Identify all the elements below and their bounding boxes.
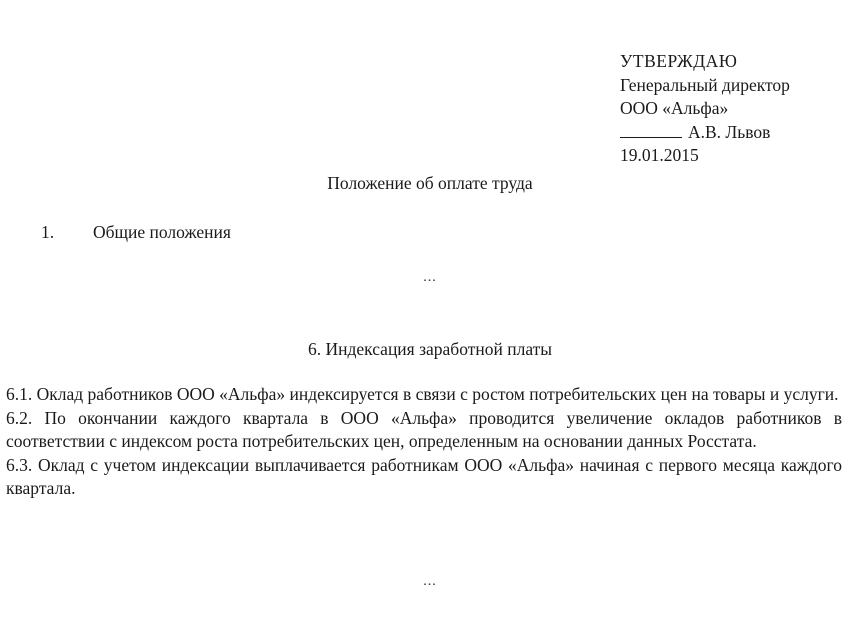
approval-signatory: А.В. Львов xyxy=(688,121,771,142)
approval-block xyxy=(620,50,790,168)
section-1-heading xyxy=(41,222,231,243)
paragraph-6-2: 6.2. По окончании каждого квартала в ООО «Альфа» проводится увеличение окладов работников в соответствии с индексом роста потребительских цен, определенным на основании данных Росстата. xyxy=(6,407,842,451)
omission-marker: ... xyxy=(423,270,437,285)
approval-date: 19.01.2015 xyxy=(620,145,699,165)
omission-marker: ... xyxy=(423,574,437,589)
document-title: Положение об оплате труда xyxy=(327,173,533,193)
section-6-body xyxy=(6,383,842,501)
paragraph-6-1: 6.1. Оклад работников ООО «Альфа» индексируется в связи с ростом потребительских цен на товары и услуги. xyxy=(6,384,839,404)
paragraph-6-3: 6.3. Оклад с учетом индексации выплачивается работникам ООО «Альфа» начиная с первого месяца каждого квартала. xyxy=(6,454,842,498)
approval-position: Генеральный директор xyxy=(620,74,790,95)
section-1-number: 1. xyxy=(41,222,55,242)
approval-heading: УТВЕРЖДАЮ xyxy=(620,51,738,71)
approval-company: ООО «Альфа» xyxy=(620,98,729,118)
section-1-title: Общие положения xyxy=(93,222,231,242)
signature-line xyxy=(620,123,682,138)
section-6-heading: 6. Индексация заработной платы xyxy=(307,339,553,359)
approval-signature-row xyxy=(620,121,790,145)
